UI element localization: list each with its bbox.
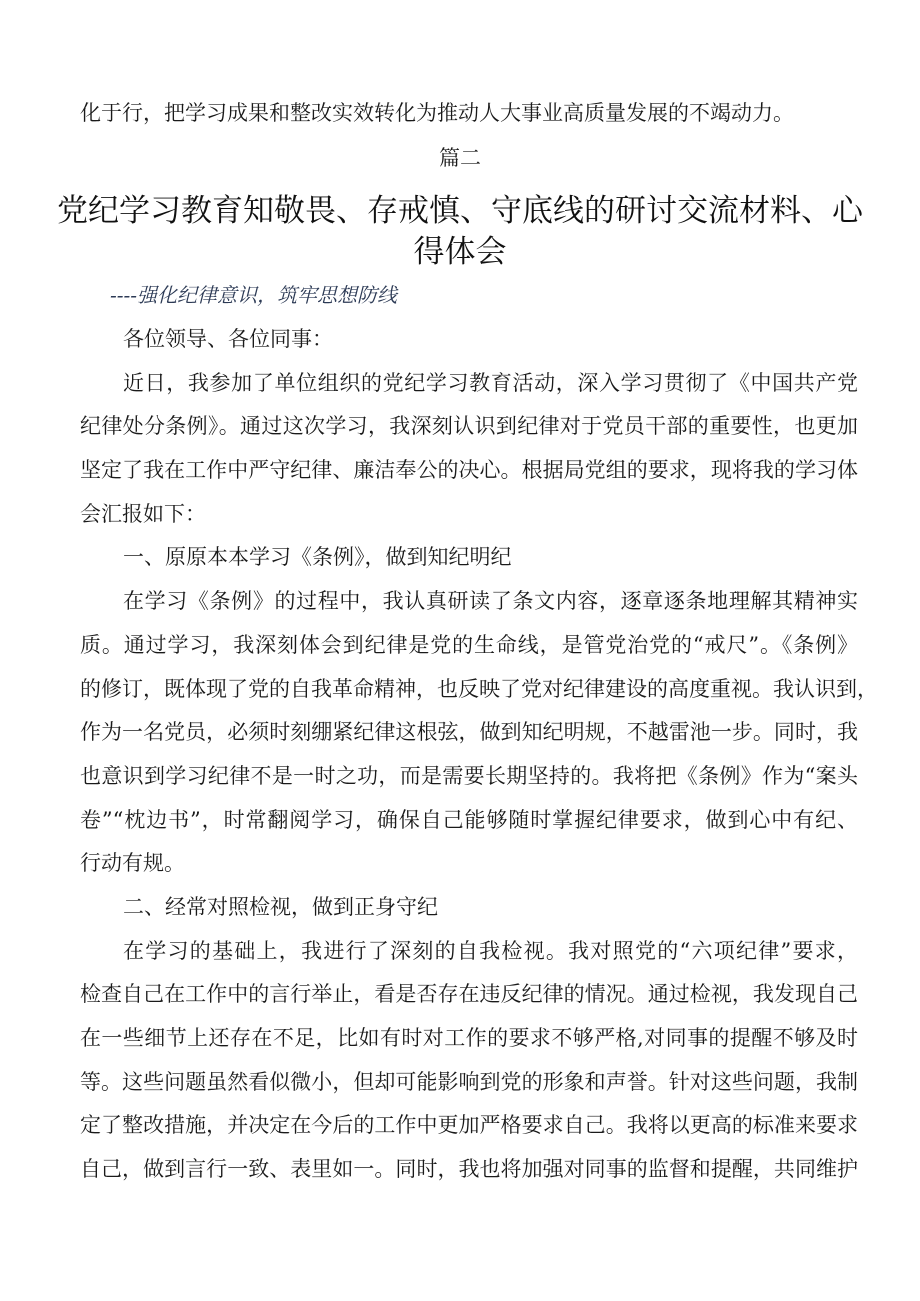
paragraph-line: 近日，我参加了单位组织的党纪学习教育活动，深入学习贯彻了《中国共产党 [123, 370, 858, 395]
paragraph-line: 在学习《条例》的过程中，我认真研读了条文内容，逐章逐条地理解其精神实 [123, 589, 858, 614]
paragraph-line: 等。这些问题虽然看似微小，但却可能影响到党的形象和声誉。针对这些问题，我制 [80, 1069, 858, 1094]
paragraph-line: 纪律处分条例》。通过这次学习，我深刻认识到纪律对于党员干部的重要性，也更加 [80, 414, 858, 439]
document-title-line-1: 党纪学习教育知敬畏、存戒慎、守底线的研讨交流材料、心 [57, 193, 863, 229]
paragraph-line: 定了整改措施，并决定在今后的工作中更加严格要求自己。我将以更高的标准来要求 [80, 1113, 858, 1138]
chapter-label: 篇二 [439, 146, 481, 170]
paragraph-line: 会汇报如下： [80, 501, 206, 526]
document-body [0, 318, 920, 1192]
paragraph-line: 作为一名党员，必须时刻绷紧纪律这根弦，做到知纪明规，不越雷池一步。同时，我 [80, 720, 858, 745]
paragraph-line: 化于行，把学习成果和整改实效转化为推动人大事业高质量发展的不竭动力。 [80, 101, 794, 125]
paragraph-line: 在一些细节上还存在不足，比如有时对工作的要求不够严格,对同事的提醒不够及时 [80, 1026, 858, 1050]
paragraph-line: 在学习的基础上，我进行了深刻的自我检视。我对照党的“六项纪律”要求， [123, 938, 858, 963]
document-title-line-2: 得体会 [413, 234, 507, 270]
paragraph-line: 质。通过学习，我深刻体会到纪律是党的生命线，是管党治党的“戒尺”。《条例》 [80, 632, 858, 657]
paragraph-line: 二、经常对照检视，做到正身守纪 [123, 894, 438, 919]
paragraph-line: 自己，做到言行一致、表里如一。同时，我也将加强对同事的监督和提醒，共同维护 [80, 1157, 858, 1182]
paragraph-line: 卷”“枕边书”，时常翻阅学习，确保自己能够随时掌握纪律要求，做到心中有纪、 [80, 807, 858, 832]
paragraph-line: 坚定了我在工作中严守纪律、廉洁奉公的决心。根据局党组的要求，现将我的学习体 [80, 458, 858, 483]
paragraph-line: 也意识到学习纪律不是一时之功，而是需要长期坚持的。我将把《条例》作为“案头 [80, 763, 858, 788]
paragraph-line: 各位领导、各位同事： [123, 327, 333, 351]
paragraph-line: 的修订，既体现了党的自我革命精神，也反映了党对纪律建设的高度重视。我认识到， [80, 676, 878, 701]
paragraph-line: 检查自己在工作中的言行举止，看是否存在违反纪律的情况。通过检视，我发现自己 [80, 982, 858, 1007]
paragraph-line: 行动有规。 [80, 851, 185, 876]
paragraph-line: 一、原原本本学习《条例》，做到知纪明纪 [123, 545, 512, 570]
document-subtitle: ----强化纪律意识，筑牢思想防线 [110, 283, 398, 307]
